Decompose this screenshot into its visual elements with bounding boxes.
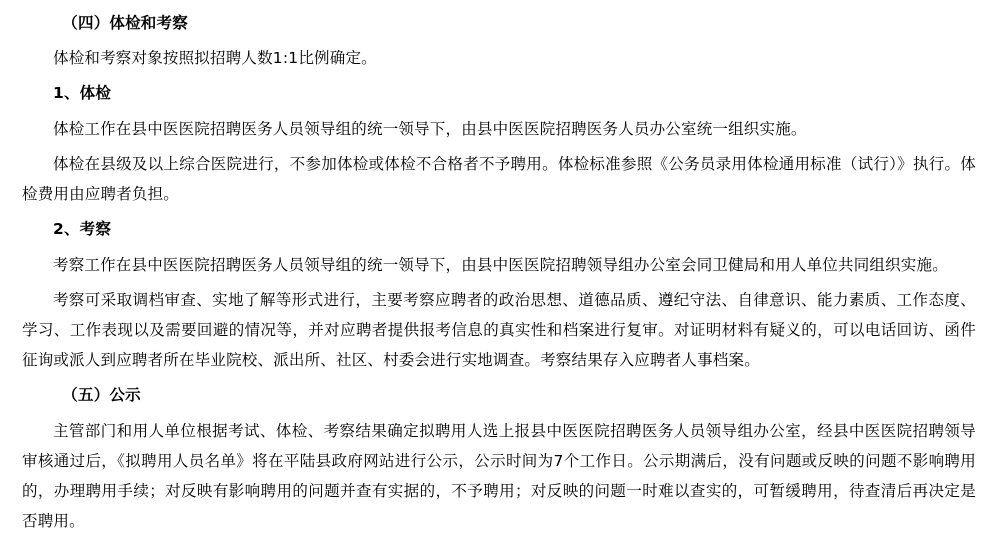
subsection-heading-physical-exam: 1、体检 xyxy=(53,84,112,103)
paragraph-publicity-detail: 主管部门和用人单位根据考试、体检、考察结果确定拟聘用人选上报县中医医院招聘医务人员领导组办公室，经县中医医院招聘领导审核通过后，《拟聘用人员名单》将在平陆县政府网站进行公示，公示时间为7个工作日。公示期满后，没有问题或反映的问题不影响聘用的，办理聘用手续；对反映有影响聘用的问题并查有实据的，不予聘用；对反映的问题一时难以查实的，可暂缓聘用，待查清后再决定是否聘用。 xyxy=(22,421,976,531)
paragraph-exam-standard: 体检在县级及以上综合医院进行，不参加体检或体检不合格者不予聘用。体检标准参照《公务员录用体检通用标准（试行）》执行。体检费用由应聘者负担。 xyxy=(22,154,976,204)
subsection-heading-inspection: 2、考察 xyxy=(53,220,112,239)
paragraph-exam-ratio: 体检和考察对象按照拟招聘人数1:1比例确定。 xyxy=(53,49,377,68)
section-heading-publicity: （五）公示 xyxy=(62,386,141,405)
paragraph-inspection-content: 考察可采取调档审查、实地了解等形式进行，主要考察应聘者的政治思想、道德品质、遵纪守法、自律意识、能力素质、工作态度、学习、工作表现以及需要回避的情况等，并对应聘者提供报考信息的真实性和档案进行复审。对证明材料有疑义的，可以电话回访、函件征询或派人到应聘者所在毕业院校、派出所、社区、村委会进行实地调查。考察结果存入应聘者人事档案。 xyxy=(22,290,976,370)
paragraph-inspection-organizer: 考察工作在县中医医院招聘医务人员领导组的统一领导下，由县中医医院招聘领导组办公室会同卫健局和用人单位共同组织实施。 xyxy=(53,255,948,274)
section-heading-physical-exam-and-inspection: （四）体检和考察 xyxy=(62,14,188,32)
paragraph-exam-organizer: 体检工作在县中医医院招聘医务人员领导组的统一领导下，由县中医医院招聘医务人员办公室统一组织实施。 xyxy=(53,119,807,138)
